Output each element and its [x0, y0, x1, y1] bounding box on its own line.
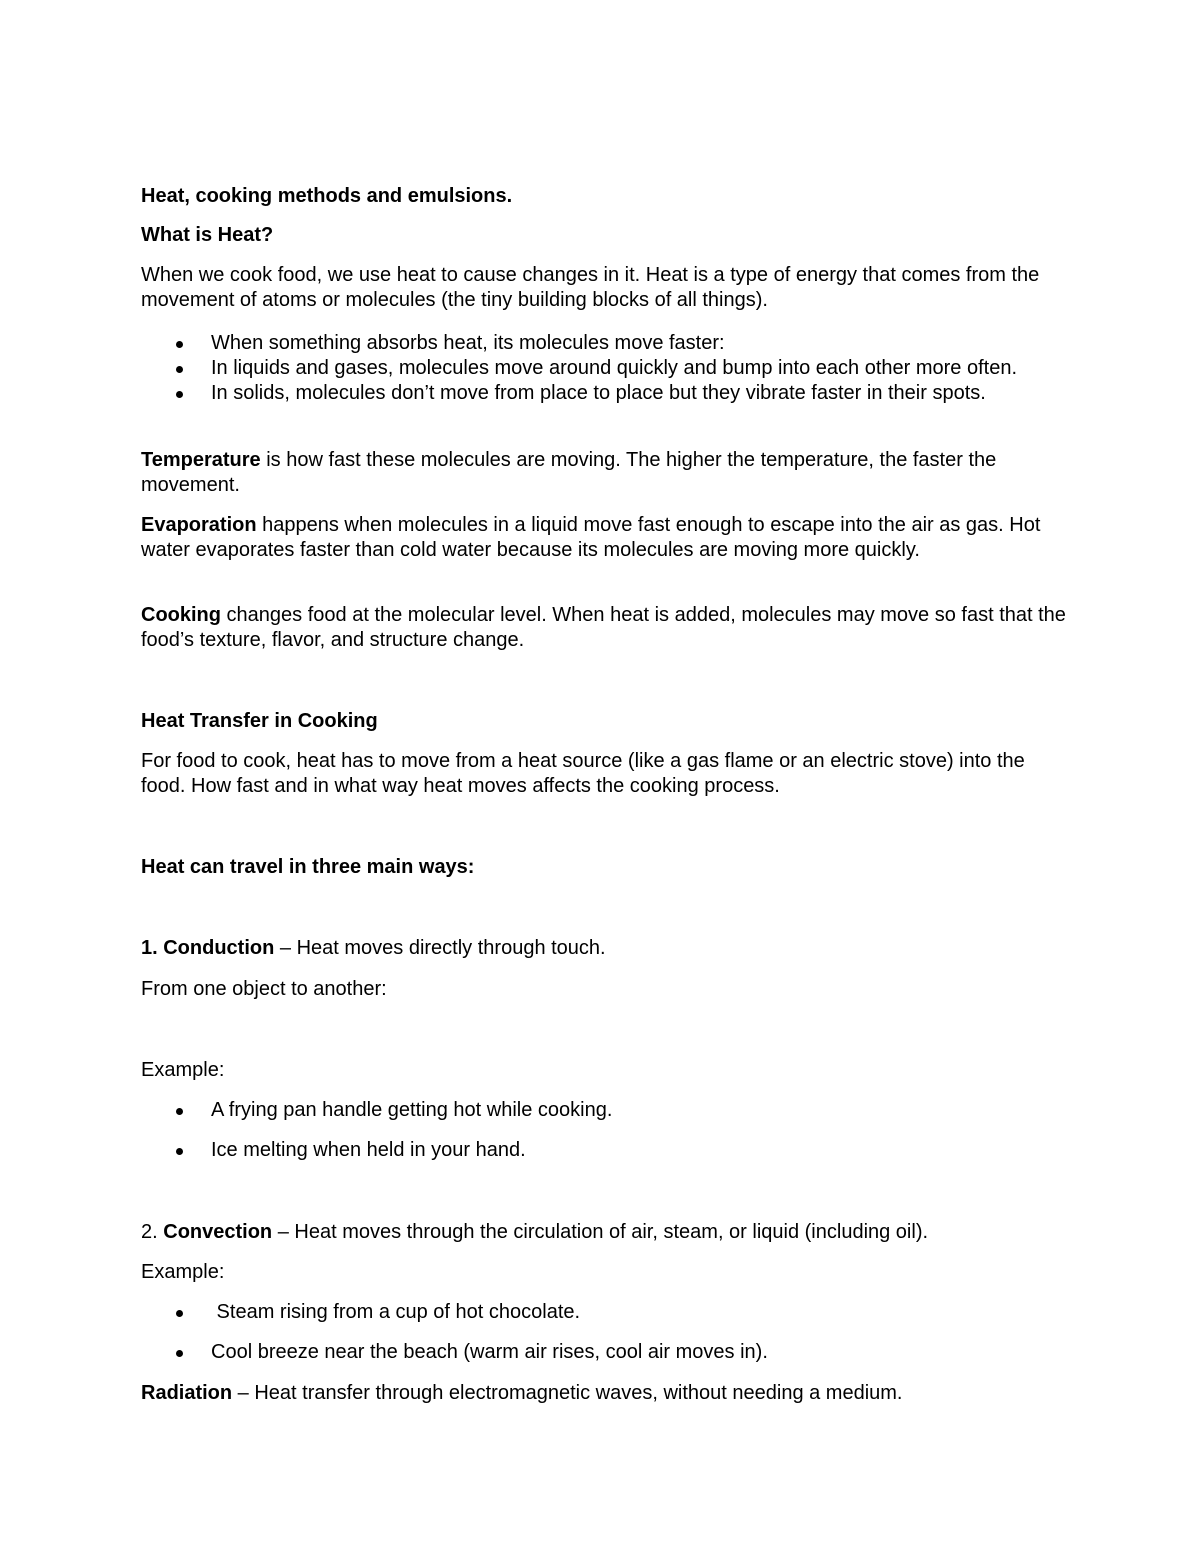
paragraph-convection: 2. Convection – Heat moves through the circulation of air, steam, or liquid (including oil). — [141, 1221, 929, 1243]
paragraph-conduction: 1. Conduction – Heat moves directly through touch. — [141, 937, 606, 959]
list-item: Ice melting when held in your hand. — [141, 1138, 1066, 1163]
document-title: Heat, cooking methods and emulsions. — [141, 185, 513, 207]
list-item: In liquids and gases, molecules move around quickly and bump into each other more often. — [141, 356, 1066, 381]
list-item: In solids, molecules don’t move from place to place but they vibrate faster in their spots. — [141, 381, 1066, 406]
convection-example-list — [141, 1300, 1066, 1365]
term-convection: Convection — [163, 1221, 273, 1243]
bullet-icon — [176, 391, 183, 398]
paragraph-heat-transfer: For food to cook, heat has to move from a heat source (like a gas flame or an electric stove) into the food. How fast and in what way heat moves affects the cooking process. — [141, 750, 1025, 797]
term-cooking: Cooking — [141, 604, 221, 626]
bullet-icon — [176, 1108, 183, 1115]
term-evaporation: Evaporation — [141, 514, 257, 536]
paragraph-cooking: Cooking changes food at the molecular level. When heat is added, molecules may move so fast that the food’s texture, flavor, and structure change. — [141, 604, 1066, 651]
paragraph-evaporation: Evaporation happens when molecules in a liquid move fast enough to escape into the air as gas. Hot water evaporates faster than cold water because its molecules are moving more quickly. — [141, 514, 1041, 561]
bullet-icon — [176, 366, 183, 373]
conduction-example-list — [141, 1098, 1066, 1163]
bullet-icon — [176, 1148, 183, 1155]
paragraph-radiation: Radiation – Heat transfer through electromagnetic waves, without needing a medium. — [141, 1382, 903, 1404]
bullet-icon — [176, 1350, 183, 1357]
heading-heat-transfer: Heat Transfer in Cooking — [141, 710, 378, 732]
heading-three-ways: Heat can travel in three main ways: — [141, 856, 475, 878]
list-item: Steam rising from a cup of hot chocolate. — [141, 1300, 1066, 1325]
list-item: When something absorbs heat, its molecules move faster: — [141, 331, 1066, 356]
paragraph-temperature: Temperature is how fast these molecules are moving. The higher the temperature, the faster the movement. — [141, 449, 997, 496]
conduction-sub: From one object to another: — [141, 978, 387, 1000]
bullet-icon — [176, 341, 183, 348]
term-conduction: 1. Conduction — [141, 937, 275, 959]
list-item: Cool breeze near the beach (warm air rises, cool air moves in). — [141, 1340, 1066, 1365]
bullet-icon — [176, 1310, 183, 1317]
term-temperature: Temperature — [141, 449, 261, 471]
list-item: A frying pan handle getting hot while cooking. — [141, 1098, 1066, 1123]
heat-bullet-list — [141, 331, 1066, 406]
paragraph-heat-intro: When we cook food, we use heat to cause changes in it. Heat is a type of energy that comes from the movement of atoms or molecules (the tiny building blocks of all things). — [141, 264, 1040, 311]
term-radiation: Radiation — [141, 1382, 233, 1404]
heading-what-is-heat: What is Heat? — [141, 224, 274, 246]
conduction-example-label: Example: — [141, 1059, 225, 1081]
convection-example-label: Example: — [141, 1261, 225, 1283]
